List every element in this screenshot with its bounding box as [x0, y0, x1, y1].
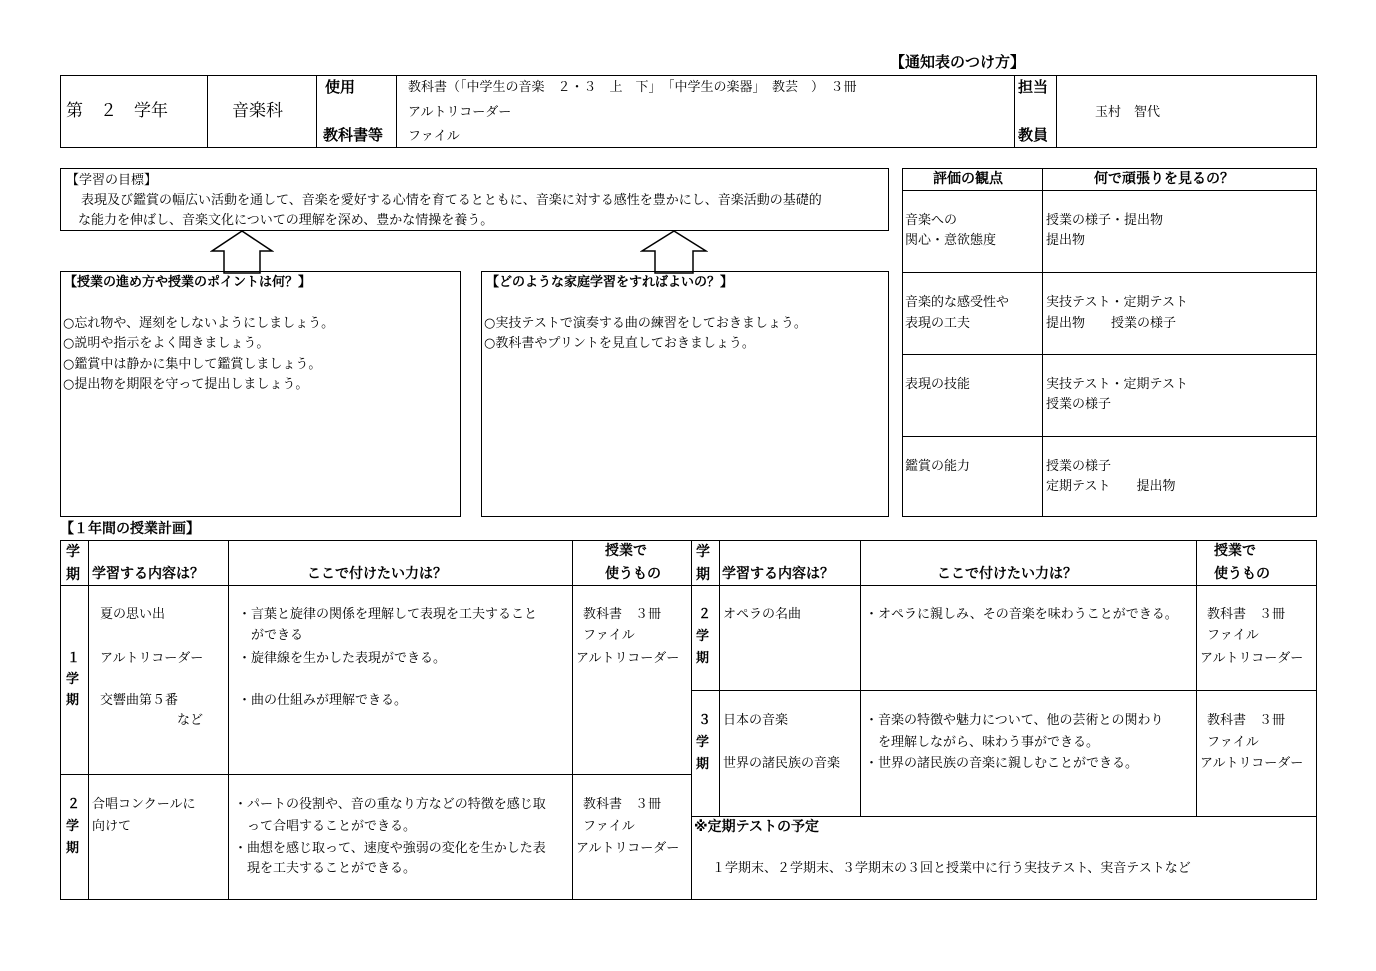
- evaluation-aspect: 音楽的な感受性や: [905, 295, 1010, 310]
- term2-materials: ファイル: [583, 819, 635, 834]
- evaluation-aspect: 鑑賞の能力: [905, 459, 971, 474]
- term3-content: 日本の音楽: [723, 713, 789, 728]
- header-materials: 使うもの: [1214, 566, 1270, 582]
- used-label: 使用: [325, 78, 356, 96]
- term1-content: アルトリコーダー: [100, 651, 204, 666]
- term2-content: オペラの名曲: [723, 607, 802, 622]
- class-point-item: ○説明や指示をよく聞きましょう。: [63, 336, 270, 351]
- header-term: 学: [66, 544, 80, 560]
- subject-label: 音楽科: [232, 101, 283, 121]
- test-schedule-text: １学期末、２学期末、３学期末の３回と授業中に行う実技テスト、実音テストなど: [712, 861, 1191, 876]
- arrow-up-icon: [640, 229, 708, 274]
- term-label: １: [67, 651, 81, 666]
- header-term: 学: [696, 544, 710, 560]
- header-term: 期: [66, 567, 80, 583]
- term1-materials: アルトリコーダー: [576, 651, 680, 666]
- term-label: 学: [696, 735, 710, 750]
- teacher-name: 玉村 智代: [1095, 105, 1161, 120]
- evaluation-how: 実技テスト・定期テスト: [1046, 295, 1188, 310]
- annual-plan-title: 【１年間の授業計画】: [60, 521, 200, 537]
- evaluation-aspect: 表現の工夫: [905, 316, 971, 331]
- class-point-item: ○鑑賞中は静かに集中して鑑賞しましょう。: [63, 357, 322, 372]
- evaluation-how: 授業の様子: [1046, 459, 1112, 474]
- header-materials: 授業で: [605, 543, 647, 559]
- home-study-item: ○教科書やプリントを見直しておきましょう。: [484, 336, 755, 351]
- test-schedule-title: ※定期テストの予定: [694, 819, 820, 835]
- term-label: 期: [66, 693, 80, 708]
- report-card-label: 【通知表のつけ方】: [890, 53, 1026, 71]
- term1-content: 交響曲第５番: [100, 693, 179, 708]
- grade-label: 第 ２ 学年: [66, 101, 168, 121]
- term-label: ２: [67, 797, 81, 812]
- evaluation-header-how: 何で頑張りを見るの？: [1094, 171, 1234, 187]
- textbook-line-1: 教科書（「中学生の音楽 ２・３ 上 下」 「中学生の楽器」 教芸 ） ３冊: [408, 80, 857, 95]
- term2-materials: 教科書 ３冊: [1207, 607, 1286, 622]
- term1-content: など: [177, 713, 204, 728]
- textbook-line-3: ファイル: [408, 129, 460, 144]
- evaluation-how: 授業の様子・提出物: [1046, 213, 1164, 228]
- header-content: 学習する内容は？: [722, 566, 834, 582]
- home-study-title: 【どのような家庭学習をすればよいの？】: [486, 275, 734, 290]
- class-point-item: ○忘れ物や、遅刻をしないようにしましょう。: [63, 316, 335, 331]
- goal-text-line-2: な能力を伸ばし、音楽文化についての理解を深め、豊かな情操を養う。: [78, 213, 494, 228]
- term-label: 学: [696, 629, 710, 644]
- term2-ability: ・曲想を感じ取って、速度や強弱の変化を生かした表: [234, 841, 546, 856]
- term2-content: 合唱コンクールに: [92, 797, 196, 812]
- header-materials: 使うもの: [605, 566, 661, 582]
- term-label: ２: [698, 607, 712, 622]
- evaluation-aspect: 関心・意欲態度: [905, 233, 997, 248]
- term2-ability: ・パートの役割や、音の重なり方などの特徴を感じ取: [234, 797, 546, 812]
- textbook-label: 教科書等: [323, 126, 384, 144]
- term2-materials: アルトリコーダー: [576, 841, 680, 856]
- term1-materials: 教科書 ３冊: [583, 607, 662, 622]
- header-ability: ここで付けたい力は？: [937, 566, 1077, 582]
- goal-title: 【学習の目標】: [66, 173, 158, 188]
- header-ability: ここで付けたい力は？: [307, 566, 447, 582]
- evaluation-how: 実技テスト・定期テスト: [1046, 377, 1188, 392]
- term1-ability: ・旋律線を生かした表現ができる。: [238, 651, 447, 666]
- term3-content: 世界の諸民族の音楽: [723, 756, 841, 771]
- term3-ability: ・音楽の特徴や魅力について、他の芸術との関わり: [865, 713, 1164, 728]
- term-label: 期: [696, 651, 710, 666]
- home-study-item: ○実技テストで演奏する曲の練習をしておきましょう。: [484, 316, 807, 331]
- term3-materials: アルトリコーダー: [1200, 756, 1304, 771]
- term-label: 期: [66, 841, 80, 856]
- arrow-up-icon: [210, 229, 274, 274]
- class-points-box: [60, 271, 461, 517]
- term3-materials: 教科書 ３冊: [1207, 713, 1286, 728]
- term1-materials: ファイル: [583, 628, 635, 643]
- home-study-box: [481, 271, 889, 517]
- evaluation-how: 提出物: [1046, 233, 1086, 248]
- header-content: 学習する内容は？: [92, 566, 204, 582]
- evaluation-how: 提出物 授業の様子: [1046, 316, 1177, 331]
- term3-materials: ファイル: [1207, 735, 1259, 750]
- textbook-line-2: アルトリコーダー: [408, 105, 512, 120]
- evaluation-header-aspect: 評価の観点: [933, 171, 1003, 187]
- teacher-label-1: 担当: [1018, 78, 1049, 96]
- term2-ability: って合唱することができる。: [234, 819, 417, 834]
- term-label: 学: [66, 819, 80, 834]
- class-points-title: 【授業の進め方や授業のポイントは何？】: [64, 275, 312, 290]
- term1-ability: ・曲の仕組みが理解できる。: [238, 693, 408, 708]
- term1-ability: ができる: [238, 628, 304, 643]
- term1-content: 夏の思い出: [100, 607, 166, 622]
- term-label: 学: [66, 672, 80, 687]
- term2-materials: ファイル: [1207, 628, 1259, 643]
- header-term: 期: [696, 567, 710, 583]
- evaluation-how: 定期テスト 提出物: [1046, 479, 1176, 494]
- header-materials: 授業で: [1214, 543, 1256, 559]
- class-point-item: ○提出物を期限を守って提出しましょう。: [63, 377, 309, 392]
- term2-materials: アルトリコーダー: [1200, 651, 1304, 666]
- evaluation-aspect: 音楽への: [905, 213, 958, 228]
- term-label: 期: [696, 757, 710, 772]
- term2-ability: ・オペラに親しみ、その音楽を味わうことができる。: [865, 607, 1178, 622]
- evaluation-how: 授業の様子: [1046, 397, 1112, 412]
- term3-ability: を理解しながら、味わう事ができる。: [865, 735, 1100, 750]
- evaluation-aspect: 表現の技能: [905, 377, 971, 392]
- term2-materials: 教科書 ３冊: [583, 797, 662, 812]
- goal-text-line-1: 表現及び鑑賞の幅広い活動を通して、音楽を愛好する心情を育てるとともに、音楽に対する感性を豊かにし、音楽活動の基礎的: [68, 193, 822, 208]
- term2-ability: 現を工夫することができる。: [234, 861, 417, 876]
- term1-ability: ・言葉と旋律の関係を理解して表現を工夫すること: [238, 607, 538, 622]
- term3-ability: ・世界の諸民族の音楽に親しむことができる。: [865, 756, 1139, 771]
- term-label: ３: [698, 713, 712, 728]
- teacher-label-2: 教員: [1018, 126, 1049, 144]
- term2-content: 向けて: [92, 819, 132, 834]
